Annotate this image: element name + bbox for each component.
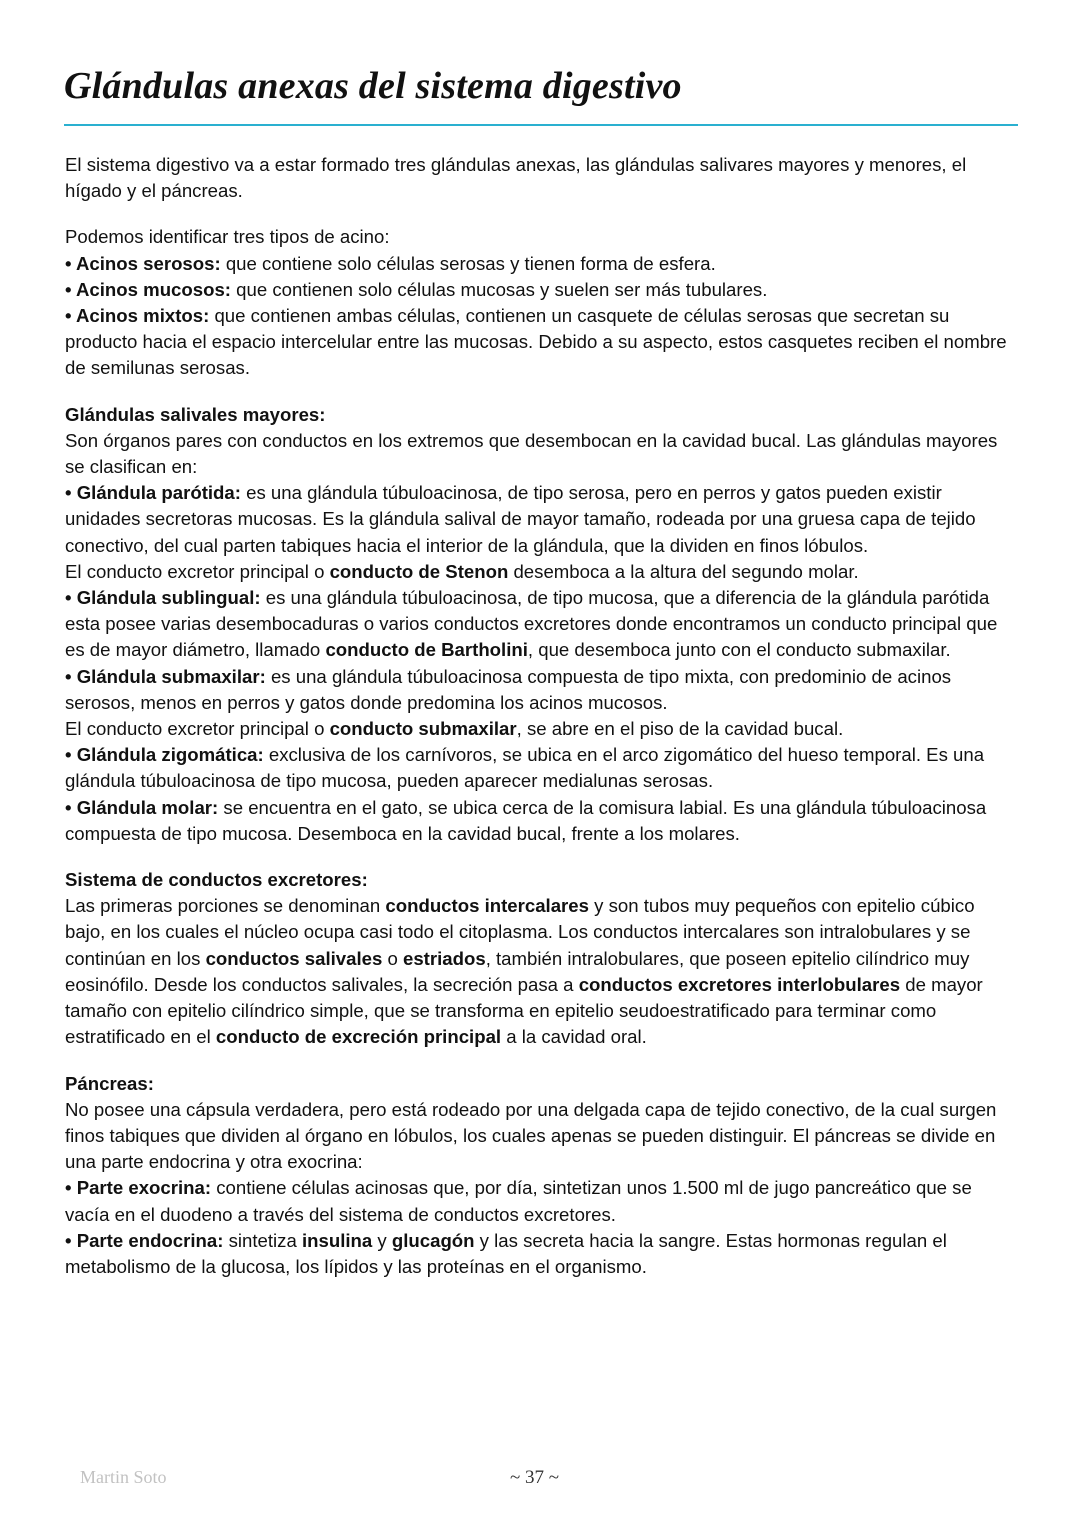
- bullet: •: [65, 744, 77, 766]
- text: , también intralobulares, que poseen epitelio cilíndrico muy eosinófilo. Desde los conductos salivales, la secreción pasa a: [65, 947, 970, 995]
- text: o: [382, 947, 403, 969]
- section-heading: Glándulas salivales mayores:: [65, 403, 326, 425]
- item-text: es una glándula túbuloacinosa, de tipo serosa, pero en perros y gatos pueden existir unidades secretoras mucosas. Es la glándula salival de mayor tamaño, rodeada por una gruesa capa de tejido conectivo, del cual parten tabiques hacia el interior de la glándula, que la dividen en finos lóbulos.: [65, 482, 976, 556]
- salivales-section: [65, 402, 1020, 847]
- item-label: Glándula zigomática:: [76, 744, 264, 766]
- text: El conducto excretor principal o: [65, 560, 330, 582]
- bold-term: conductos intercalares: [385, 895, 589, 917]
- endocrina-item: [65, 1228, 1020, 1280]
- text: de mayor tamaño con epitelio cilíndrico simple, que se transforma en epitelio seudoestratificado para terminar como estratificado en el: [65, 973, 983, 1048]
- text: desemboca a la altura del segundo molar.: [508, 560, 859, 582]
- pancreas-section: [65, 1071, 1020, 1281]
- item-label: Acinos mixtos:: [76, 305, 210, 327]
- text: , se abre en el piso de la cavidad bucal.: [516, 718, 844, 740]
- item-label: Acinos serosos:: [76, 252, 221, 274]
- text: El conducto excretor principal o: [65, 718, 330, 740]
- text: a la cavidad oral.: [501, 1026, 647, 1048]
- conductos-text: [65, 893, 1020, 1050]
- bold-term: conducto submaxilar: [329, 718, 517, 740]
- bullet: •: [65, 1177, 77, 1199]
- text: Las primeras porciones se denominan: [65, 895, 386, 917]
- item-text: , que desemboca junto con el conducto submaxilar.: [527, 639, 951, 661]
- item-label: Glándula submaxilar:: [76, 665, 266, 687]
- molar-item: [65, 795, 1020, 847]
- parotida-duct: [65, 559, 1020, 585]
- item-label: Parte exocrina:: [76, 1177, 212, 1199]
- bullet: •: [65, 482, 77, 504]
- zigomatica-item: [65, 742, 1020, 794]
- conductos-section: [65, 867, 1020, 1050]
- footer-author: Martin Soto: [80, 1467, 167, 1487]
- item-label: Parte endocrina:: [76, 1229, 224, 1251]
- item-label: Glándula parótida:: [76, 482, 241, 504]
- item-text: se encuentra en el gato, se ubica cerca de la comisura labial. Es una glándula túbuloacinosa compuesta de tipo mucosa. Desemboca en la cavidad bucal, frente a los molares.: [65, 796, 987, 844]
- intro-paragraph: El sistema digestivo va a estar formado tres glándulas anexas, las glándulas salivares mayores y menores, el hígado y el páncreas.: [65, 154, 967, 202]
- bullet: •: [65, 252, 76, 274]
- bullet: •: [65, 796, 77, 818]
- bold-term: conducto de excreción principal: [215, 1026, 502, 1048]
- item-text: que contiene solo células serosas y tienen forma de esfera.: [220, 252, 716, 274]
- section-heading: Sistema de conductos excretores:: [65, 869, 368, 891]
- item-text: es una glándula túbuloacinosa compuesta de tipo mixta, con predominio de acinos serosos, menos en perros y gatos donde predomina los acinos mucosos.: [65, 665, 952, 713]
- item-text: es una glándula túbuloacinosa, de tipo mucosa, que a diferencia de la glándula parótida esta posee varias desembocaduras o varios conductos excretores donde encontramos un conducto principal que es de mayor diámetro, llamado: [65, 587, 998, 661]
- pancreas-lead: No posee una cápsula verdadera, pero está rodeado por una delgada capa de tejido conectivo, de la cual surgen finos tabiques que dividen al órgano en lóbulos, los cuales apenas se pueden distinguir. El páncreas se divide en una parte endocrina y otra exocrina:: [65, 1098, 997, 1173]
- text: sintetiza: [223, 1229, 302, 1251]
- page-number: ~ 37 ~: [510, 1467, 560, 1488]
- acinos-item: [65, 251, 1020, 277]
- salivales-lead: Son órganos pares con conductos en los extremos que desembocan en la cavidad bucal. Las glándulas mayores se clasifican en:: [65, 429, 998, 478]
- bullet: •: [65, 587, 77, 609]
- item-text: que contienen solo células mucosas y suelen ser más tubulares.: [230, 278, 768, 300]
- item-text: que contienen ambas células, contienen un casquete de células serosas que secretan su producto hacia el espacio intercelular entre las mucosas. Debido a su aspecto, estos casquetes reciben el nombre de semilunas serosas.: [65, 305, 1007, 379]
- title-underline: [64, 124, 1018, 126]
- acinos-lead: Podemos identificar tres tipos de acino:: [65, 226, 390, 248]
- bold-term: estriados: [403, 947, 486, 969]
- acinos-item: [65, 277, 1020, 303]
- text: y son tubos muy pequeños con epitelio cúbico bajo, en los cuales el núcleo ocupa casi todo el citoplasma. Los conductos intercalares son intralobulares y se continúan en los: [65, 895, 975, 969]
- item-label: Acinos mucosos:: [76, 278, 231, 300]
- bold-term: conductos excretores interlobulares: [578, 973, 901, 995]
- parotida-item: [65, 480, 1020, 559]
- acinos-section: [65, 224, 1020, 381]
- acinos-item: [65, 303, 1020, 382]
- exocrina-item: [65, 1175, 1020, 1227]
- submaxilar-duct: [65, 716, 1020, 742]
- item-label: Glándula sublingual:: [76, 587, 261, 609]
- document-body: [65, 152, 1020, 1300]
- bold-term: insulina: [301, 1229, 373, 1251]
- bold-term: conducto de Stenon: [329, 560, 509, 582]
- sublingual-item: [65, 585, 1020, 664]
- bold-term: glucagón: [391, 1229, 475, 1251]
- item-label: Glándula molar:: [76, 796, 219, 818]
- bold-term: conducto de Bartholini: [325, 639, 528, 661]
- bullet: •: [65, 665, 77, 687]
- bullet: •: [65, 278, 76, 300]
- text: y las secreta hacia la sangre. Estas hormonas regulan el metabolismo de la glucosa, los lípidos y las proteínas en el organismo.: [65, 1229, 947, 1277]
- text: y: [372, 1229, 392, 1251]
- bold-term: conductos salivales: [205, 947, 383, 969]
- page-title: Glándulas anexas del sistema digestivo: [64, 65, 682, 107]
- item-text: contiene células acinosas que, por día, sintetizan unos 1.500 ml de jugo pancreático que se vacía en el duodeno a través del sistema de conductos excretores.: [65, 1177, 972, 1225]
- bullet: •: [65, 1229, 77, 1251]
- submaxilar-item: [65, 664, 1020, 716]
- section-heading: Páncreas:: [65, 1072, 154, 1094]
- item-text: exclusiva de los carnívoros, se ubica en el arco zigomático del hueso temporal. Es una glándula túbuloacinosa de tipo mucosa, pueden aparecer medialunas serosas.: [65, 744, 985, 792]
- bullet: •: [65, 305, 76, 327]
